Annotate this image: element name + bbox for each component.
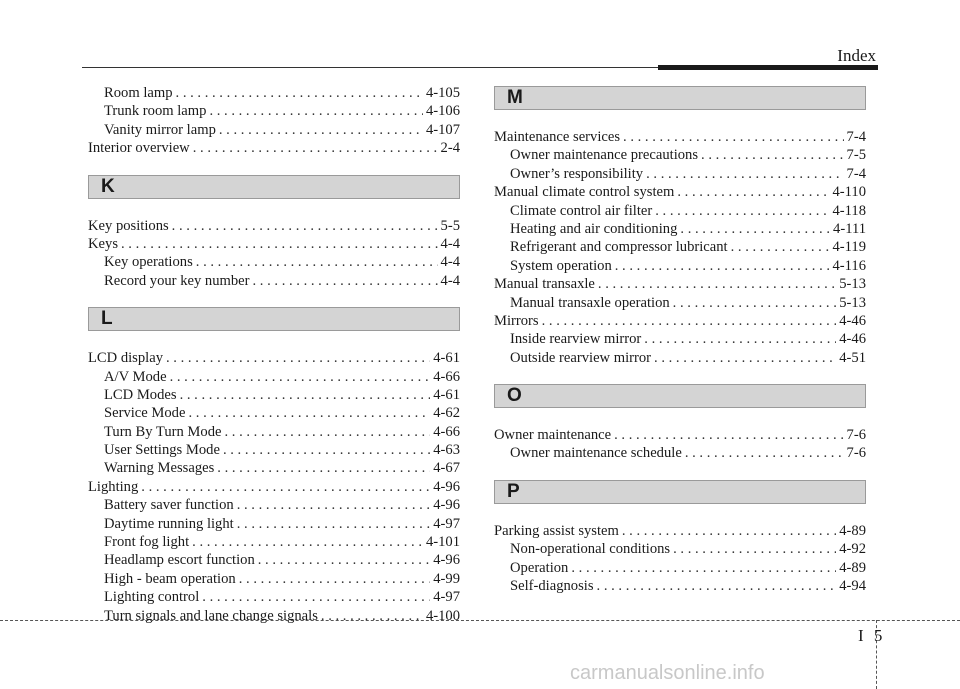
section-letter-m: M <box>494 86 866 110</box>
dot-leader <box>180 386 431 404</box>
entry-page-ref: 4-4 <box>440 254 460 271</box>
index-subentry[interactable] <box>88 84 460 102</box>
entry-term: Vanity mirror lamp <box>104 121 216 138</box>
dot-leader <box>597 577 837 595</box>
index-entry[interactable] <box>88 217 460 235</box>
dot-leader <box>223 441 430 459</box>
index-entry[interactable] <box>494 522 866 540</box>
index-subentry[interactable] <box>88 607 460 625</box>
entry-term: Outside rearview mirror <box>510 349 652 366</box>
entry-page-ref: 4-4 <box>440 272 460 289</box>
index-subentry[interactable] <box>494 349 866 367</box>
index-subentry[interactable] <box>494 540 866 558</box>
index-entry[interactable] <box>494 312 866 330</box>
entry-term: Daytime running light <box>104 515 234 532</box>
dot-leader <box>170 368 431 386</box>
entry-term: Owner’s responsibility <box>510 165 644 182</box>
dot-leader <box>731 238 830 256</box>
entry-page-ref: 4-66 <box>433 423 460 440</box>
dot-leader <box>598 275 836 293</box>
index-subentry[interactable] <box>494 165 866 183</box>
entry-term: Heating and air conditioning <box>510 220 678 237</box>
dot-leader <box>685 444 844 462</box>
entry-term: User Settings Mode <box>104 442 220 459</box>
entry-term: Parking assist system <box>494 522 619 539</box>
entry-page-ref: 4-119 <box>832 239 866 256</box>
entry-page-ref: 4-67 <box>433 460 460 477</box>
entry-page-ref: 2-4 <box>440 140 460 157</box>
entry-page-ref: 4-46 <box>839 331 866 348</box>
entry-page-ref: 4-51 <box>839 349 866 366</box>
index-subentry[interactable] <box>494 146 866 164</box>
entry-page-ref: 4-62 <box>433 405 460 422</box>
dot-leader <box>253 272 438 290</box>
index-subentry[interactable] <box>88 102 460 120</box>
index-subentry[interactable] <box>494 220 866 238</box>
entry-term: Owner maintenance <box>494 427 612 444</box>
entry-term: Room lamp <box>104 85 173 101</box>
watermark: carmanualsonline.info <box>570 662 765 684</box>
entry-term: Inside rearview mirror <box>510 331 642 348</box>
index-entry[interactable] <box>88 139 460 157</box>
index-subentry[interactable] <box>88 515 460 533</box>
index-subentry[interactable] <box>88 404 460 422</box>
dot-leader <box>673 294 837 312</box>
entry-page-ref: 4-106 <box>425 103 460 120</box>
index-subentry[interactable] <box>88 121 460 139</box>
dot-leader <box>141 478 430 496</box>
entry-term: Turn signals and lane change signals <box>104 607 318 624</box>
section-letter-p: P <box>494 480 866 504</box>
entry-page-ref: 7-4 <box>846 165 866 182</box>
dot-leader <box>219 121 423 139</box>
index-subentry[interactable] <box>88 423 460 441</box>
entry-page-ref: 4-96 <box>433 552 460 569</box>
dot-leader <box>542 312 837 330</box>
index-subentry[interactable] <box>88 253 460 271</box>
dot-leader <box>654 349 836 367</box>
index-subentry[interactable] <box>494 444 866 462</box>
entry-page-ref: 5-13 <box>839 276 866 293</box>
spacer <box>494 110 866 128</box>
index-entry[interactable] <box>494 426 866 444</box>
index-entry[interactable] <box>88 478 460 496</box>
spacer <box>88 331 460 349</box>
dot-leader <box>196 253 438 271</box>
dot-leader <box>217 459 430 477</box>
dot-leader <box>677 183 829 201</box>
spacer <box>88 199 460 217</box>
index-entry[interactable] <box>88 349 460 367</box>
entry-page-ref: 4-111 <box>833 220 866 237</box>
index-column-left <box>88 84 460 625</box>
dot-leader <box>176 84 423 102</box>
dot-leader <box>646 165 843 183</box>
index-subentry[interactable] <box>494 257 866 275</box>
index-subentry[interactable] <box>88 272 460 290</box>
entry-term: LCD display <box>88 350 163 367</box>
entry-page-ref: 4-97 <box>433 515 460 532</box>
dot-leader <box>121 235 438 253</box>
dot-leader <box>614 426 843 444</box>
spacer <box>494 463 866 480</box>
index-subentry[interactable] <box>494 202 866 220</box>
entry-page-ref: 4-63 <box>433 442 460 459</box>
entry-page-ref: 4-46 <box>839 312 866 329</box>
entry-page-ref: 7-5 <box>846 147 866 164</box>
entry-page-ref: 4-97 <box>433 589 460 606</box>
entry-term: LCD Modes <box>104 386 177 403</box>
entry-term: Operation <box>510 559 569 576</box>
entry-page-ref: 4-94 <box>839 578 866 595</box>
entry-page-ref: 5-13 <box>839 294 866 311</box>
entry-term: Climate control air filter <box>510 202 653 219</box>
entry-term: Manual climate control system <box>494 184 675 201</box>
entry-page-ref: 4-101 <box>425 534 460 551</box>
dot-leader <box>680 220 830 238</box>
entry-page-ref: 7-4 <box>846 129 866 145</box>
entry-term: Turn By Turn Mode <box>104 423 222 440</box>
index-subentry[interactable] <box>88 496 460 514</box>
dot-leader <box>644 330 836 348</box>
entry-page-ref: 7-6 <box>846 445 866 462</box>
entry-term: Manual transaxle operation <box>510 294 670 311</box>
dot-leader <box>673 540 836 558</box>
entry-term: Interior overview <box>88 140 190 157</box>
index-subentry[interactable] <box>494 577 866 595</box>
entry-page-ref: 4-61 <box>433 386 460 403</box>
entry-page-ref: 4-61 <box>433 350 460 367</box>
entry-page-ref: 5-5 <box>440 217 460 234</box>
spacer <box>88 158 460 175</box>
entry-page-ref: 4-105 <box>425 85 460 101</box>
entry-page-ref: 4-118 <box>832 202 866 219</box>
entry-term: Lighting control <box>104 589 200 606</box>
index-entry[interactable] <box>88 235 460 253</box>
index-subentry[interactable] <box>88 386 460 404</box>
entry-term: Maintenance services <box>494 129 621 145</box>
spacer <box>494 408 866 426</box>
entry-page-ref: 4-100 <box>425 607 460 624</box>
index-subentry[interactable] <box>88 533 460 551</box>
index-column-right <box>494 84 866 595</box>
page-number: I 5 <box>858 626 886 645</box>
index-subentry[interactable] <box>494 238 866 256</box>
section-letter-o: O <box>494 384 866 408</box>
dot-leader <box>224 423 430 441</box>
dot-leader <box>202 588 430 606</box>
entry-term: Front fog light <box>104 534 190 551</box>
index-subentry[interactable] <box>88 551 460 569</box>
header-accent-bar <box>658 65 878 70</box>
spacer <box>494 367 866 384</box>
dot-leader <box>615 257 830 275</box>
dot-leader <box>237 496 431 514</box>
entry-page-ref: 4-107 <box>425 121 460 138</box>
entry-page-ref: 4-96 <box>433 478 460 495</box>
index-entry[interactable] <box>494 183 866 201</box>
entry-term: Non-operational conditions <box>510 541 671 558</box>
entry-term: A/V Mode <box>104 368 167 385</box>
section-letter-k: K <box>88 175 460 199</box>
index-subentry[interactable] <box>494 294 866 312</box>
entry-page-ref: 4-89 <box>839 522 866 539</box>
index-subentry[interactable] <box>88 368 460 386</box>
entry-page-ref: 4-116 <box>832 257 866 274</box>
entry-term: Owner maintenance precautions <box>510 147 699 164</box>
index-entry[interactable] <box>494 128 866 146</box>
entry-term: Refrigerant and compressor lubricant <box>510 239 728 256</box>
index-subentry[interactable] <box>88 459 460 477</box>
dot-leader <box>623 128 844 146</box>
entry-term: Key positions <box>88 217 169 234</box>
index-subentry[interactable] <box>88 570 460 588</box>
entry-page-ref: 4-110 <box>832 184 866 201</box>
dot-leader <box>188 404 430 422</box>
entry-page-ref: 4-89 <box>839 559 866 576</box>
entry-page-ref: 4-92 <box>839 541 866 558</box>
dot-leader <box>321 607 423 625</box>
index-subentry[interactable] <box>88 588 460 606</box>
entry-term: Mirrors <box>494 312 539 329</box>
entry-term: Warning Messages <box>104 460 215 477</box>
entry-page-ref: 4-96 <box>433 497 460 514</box>
index-entry[interactable] <box>494 275 866 293</box>
dot-leader <box>192 533 423 551</box>
entry-term: System operation <box>510 257 612 274</box>
dot-leader <box>622 522 836 540</box>
dot-leader <box>258 551 430 569</box>
index-subentry[interactable] <box>88 441 460 459</box>
entry-page-ref: 4-66 <box>433 368 460 385</box>
entry-term: Headlamp escort function <box>104 552 255 569</box>
dot-leader <box>571 559 836 577</box>
dot-leader <box>193 139 438 157</box>
dot-leader <box>237 515 431 533</box>
spacer <box>88 290 460 307</box>
dot-leader <box>209 102 423 120</box>
entry-page-ref: 4-4 <box>440 235 460 252</box>
entry-term: Lighting <box>88 478 139 495</box>
entry-term: Trunk room lamp <box>104 103 207 120</box>
dot-leader <box>655 202 829 220</box>
dot-leader <box>701 146 844 164</box>
dot-leader <box>239 570 431 588</box>
entry-term: Battery saver function <box>104 497 234 514</box>
index-subentry[interactable] <box>494 330 866 348</box>
entry-term: Key operations <box>104 254 193 271</box>
entry-term: Keys <box>88 235 118 252</box>
entry-term: Service Mode <box>104 405 186 422</box>
footer-rule <box>0 620 960 621</box>
dot-leader <box>172 217 438 235</box>
entry-term: Self-diagnosis <box>510 578 594 595</box>
dot-leader <box>166 349 430 367</box>
entry-term: Record your key number <box>104 272 250 289</box>
entry-page-ref: 7-6 <box>846 427 866 444</box>
entry-term: Manual transaxle <box>494 276 595 293</box>
entry-term: Owner maintenance schedule <box>510 445 682 462</box>
spacer <box>494 504 866 522</box>
entry-term: High - beam operation <box>104 570 236 587</box>
entry-page-ref: 4-99 <box>433 570 460 587</box>
section-letter-l: L <box>88 307 460 331</box>
index-subentry[interactable] <box>494 559 866 577</box>
page-title: Index <box>837 46 876 65</box>
